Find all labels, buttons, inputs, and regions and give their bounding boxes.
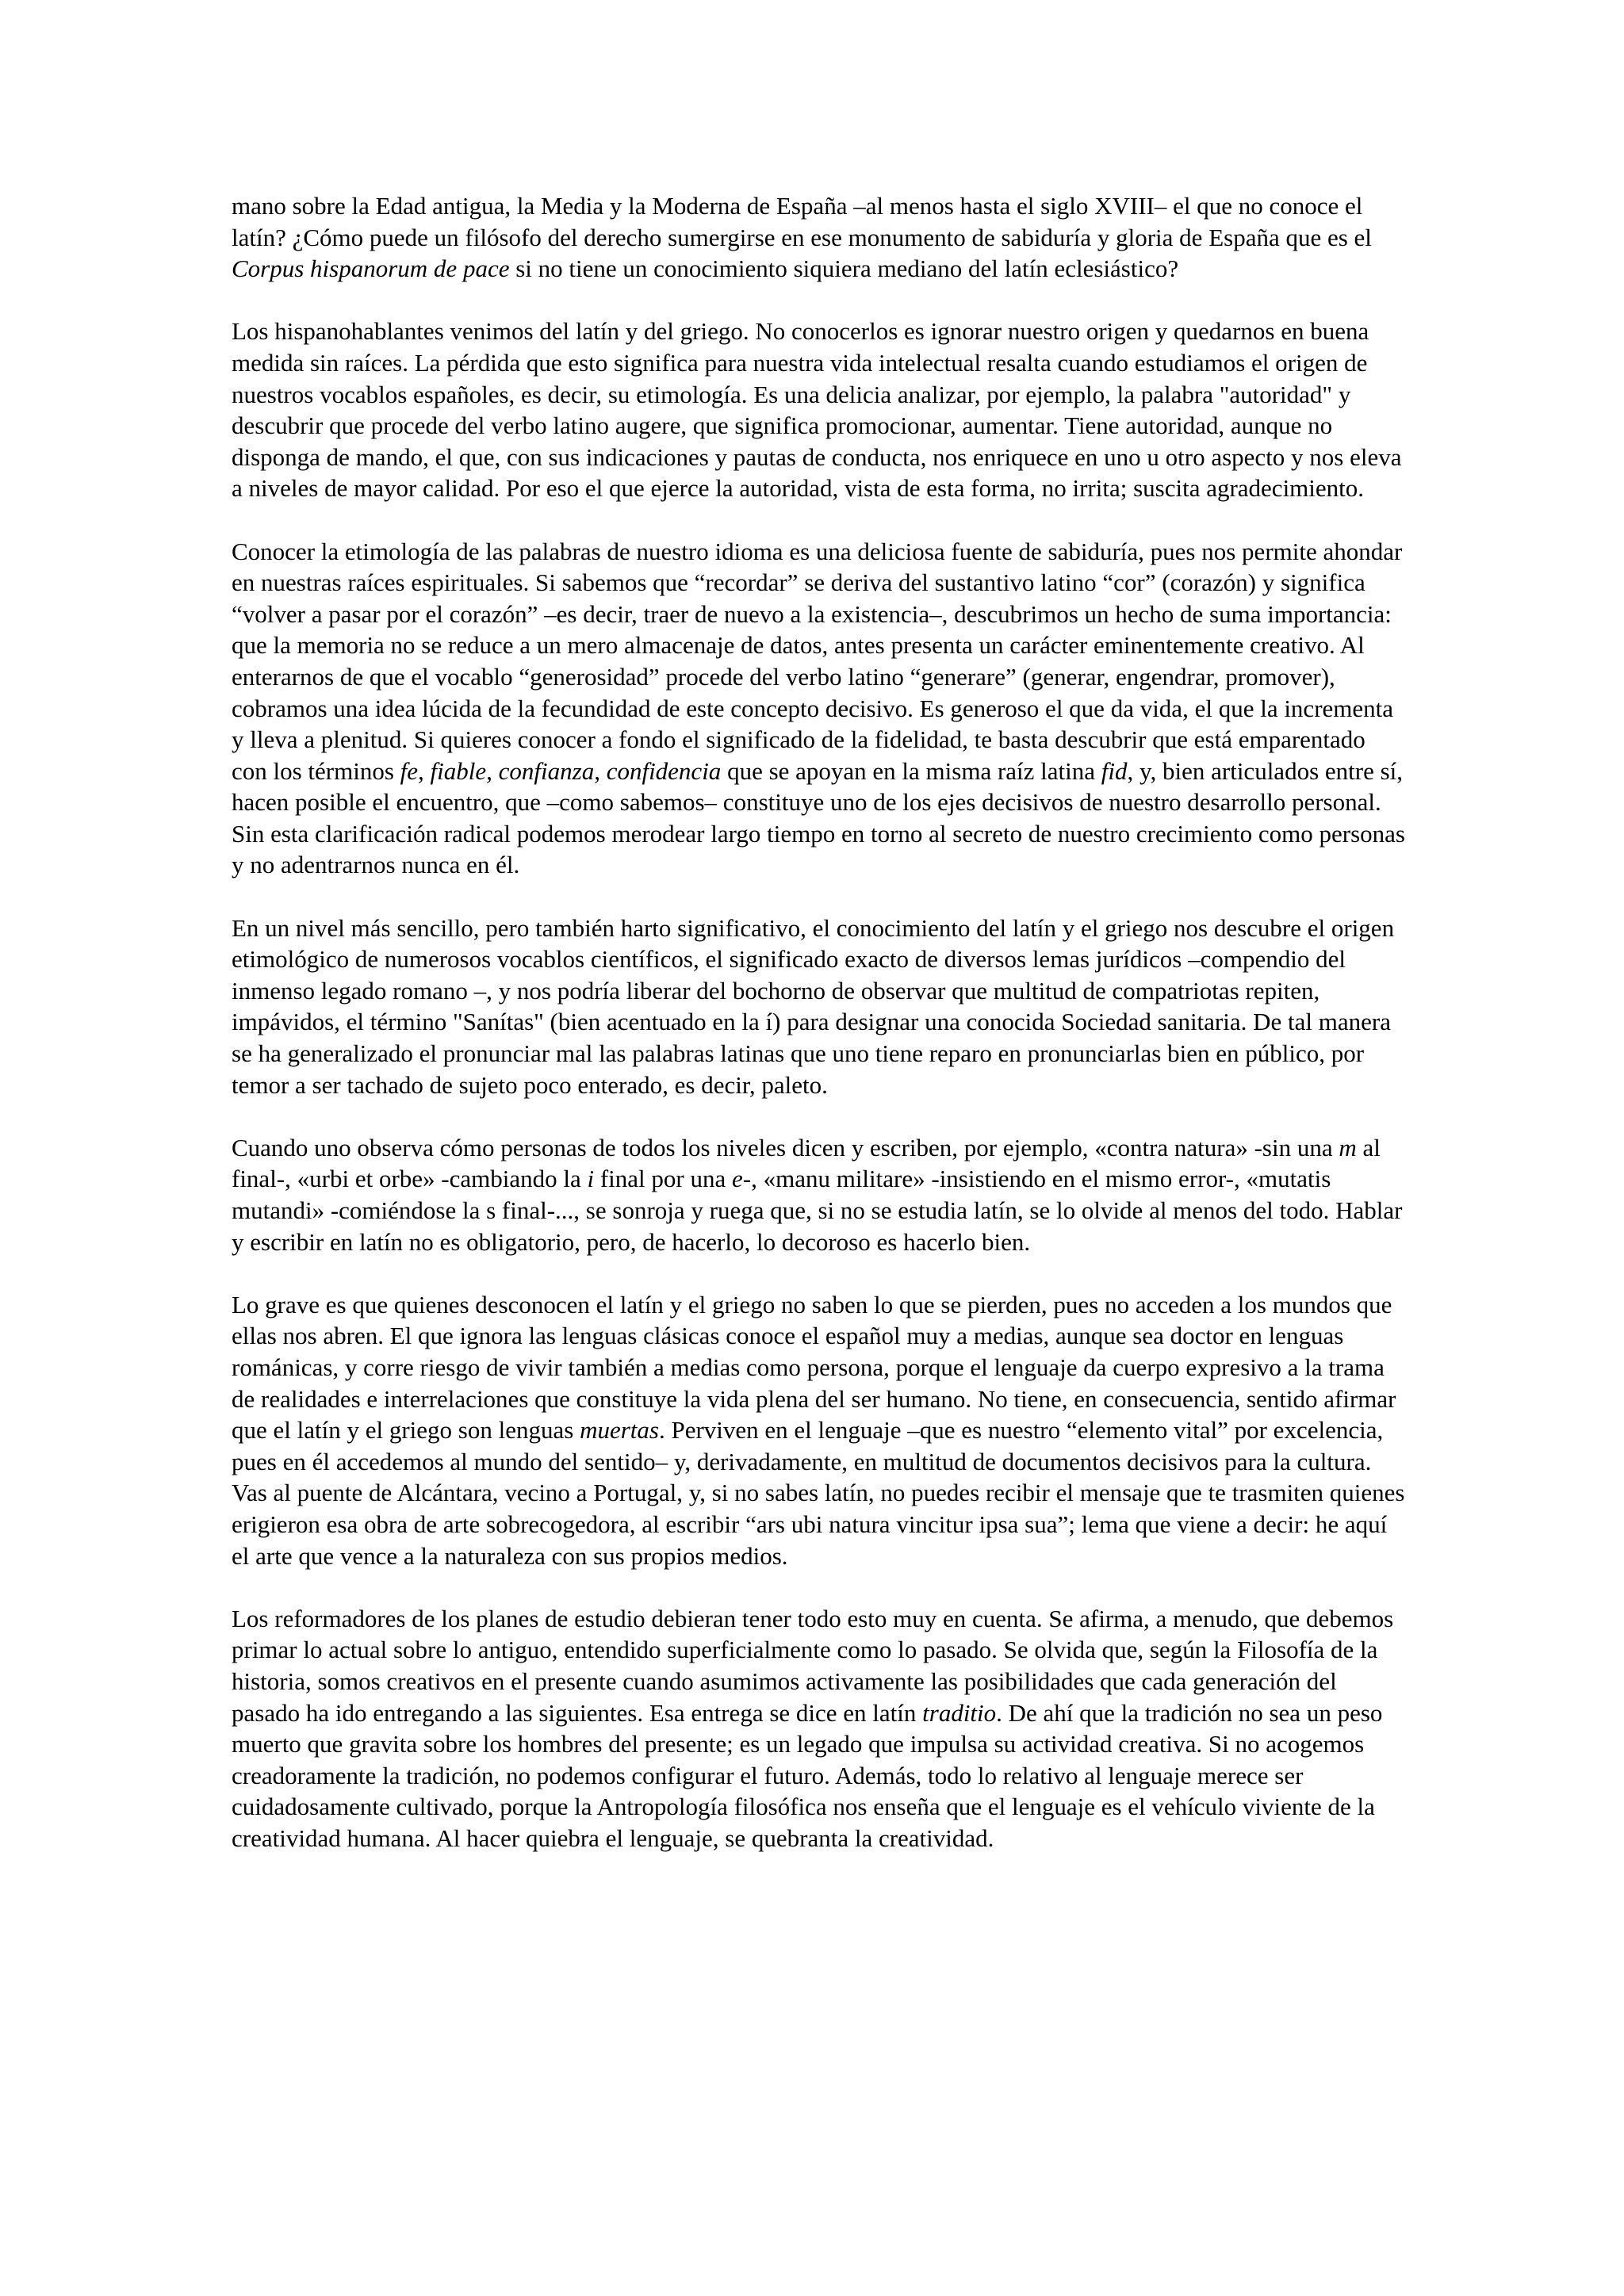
italic-text: muertas — [580, 1416, 659, 1445]
italic-text: i — [587, 1165, 595, 1193]
document-body — [232, 190, 1411, 1854]
paragraph-text: Los hispanohablantes venimos del latín y del griego. No conocerlos es ignorar nuestro origen y quedarnos en buena medida sin raíces. La pérdida que esto significa para nuestra vida intelectual resalta cuando estudiamos el origen de nuestros vocablos españoles, es decir, su etimología. Es una delicia analizar, por ejemplo, la palabra "autoridad" y descubrir que procede del verbo latino augere, que significa promocionar, aumentar. Tiene autoridad, aunque no disponga de mando, el que, con sus indicaciones y pautas de conducta, nos enriquece en uno u otro aspecto y nos eleva a niveles de mayor calidad. Por eso el que ejerce la autoridad, vista de esta forma, no irrita; suscita agradecimiento. — [232, 317, 1408, 503]
paragraph-text: -, «manu militare» -insistiendo en el mismo error-, «mutatis mutandi» -comiéndose la s final-..., se sonroja y ruega que, si no se estudia latín, se lo olvide al menos del todo. Hablar y escribir en latín no es obligatorio, pero, de hacerlo, lo decoroso es hacerlo bien. — [232, 1165, 1409, 1256]
paragraph — [232, 913, 1405, 1101]
italic-text: Corpus hispanorum de pace — [232, 254, 510, 283]
paragraph-text: final por una — [594, 1165, 732, 1193]
paragraph-text: que se apoyan en la misma raíz latina — [721, 756, 1101, 785]
paragraph-text: En un nivel más sencillo, pero también harto significativo, el conocimiento del latín y el griego nos descubre el origen etimológico de numerosos vocablos científicos, el significado exacto de diversos lemas jurídicos –compendio del inmenso legado romano –, y nos podría liberar del bochorno de observar que multitud de compatriotas repiten, impávidos, el término "Sanítas" (bien acentuado en la í) para designar una conocida Sociedad sanitaria. De tal manera se ha generalizado el pronunciar mal las palabras latinas que uno tiene reparo en pronunciarlas bien en público, por temor a ser tachado de sujeto poco enterado, es decir, paleto. — [232, 913, 1400, 1099]
paragraph — [232, 536, 1411, 882]
italic-text: m — [1339, 1133, 1357, 1161]
paragraph — [232, 190, 1405, 285]
paragraph-text: mano sobre la Edad antigua, la Media y la Moderna de España –al menos hasta el siglo XVIII– el que no conoce el latín? ¿Cómo puede un filósofo del derecho sumergirse en ese monumento de sabiduría y gloria de España que es el — [232, 192, 1378, 251]
paragraph — [232, 316, 1408, 504]
paragraph-text: . Perviven en el lenguaje –que es nuestro “elemento vital” por excelencia, pues en él accedemos al mundo del sentido– y, derivadamente, en multitud de documentos decisivos para la cultura. Vas al puente de Alcántara, vecino a Portugal, y, si no sabes latín, no puedes recibir el mensaje que te trasmiten quienes erigieron esa obra de arte sobrecogedora, al escribir “ars ubi natura vincitur ipsa sua”; lema que viene a decir: he aquí el arte que vence a la naturaleza con sus propios medios. — [232, 1416, 1411, 1570]
paragraph-text: Los reformadores de los planes de estudio debieran tener todo esto muy en cuenta. Se afirma, a menudo, que debemos primar lo actual sobre lo antiguo, entendido superficialmente como lo pasado. Se olvida que, según la Filosofía de la historia, somos creativos en el presente cuando asumimos activamente las posibilidades que cada generación del pasado ha ido entregando a las siguientes. Esa entrega se dice en latín — [232, 1604, 1400, 1727]
paragraph — [232, 1603, 1405, 1854]
paragraph-text: si no tiene un conocimiento siquiera mediano del latín eclesiástico? — [509, 254, 1179, 283]
paragraph-text: Lo grave es que quienes desconocen el latín y el griego no saben lo que se pierden, pues no acceden a los mundos que ellas nos abren. El que ignora las lenguas clásicas conoce el español muy a medias, aunque sea doctor en lenguas románicas, y corre riesgo de vivir también a medias como persona, porque el lenguaje da cuerpo expresivo a la trama de realidades e interrelaciones que constituye la vida plena del ser humano. No tiene, en consecuencia, sentido afirmar que el latín y el griego son lenguas — [232, 1290, 1403, 1445]
italic-text: e — [732, 1165, 743, 1193]
paragraph — [232, 1132, 1409, 1257]
paragraph — [232, 1289, 1411, 1571]
italic-text: fid — [1101, 756, 1128, 785]
italic-text: traditio — [922, 1698, 997, 1727]
italic-text: fe, fiable, confianza, confidencia — [400, 756, 722, 785]
paragraph-text: . De ahí que la tradición no sea un peso muerto que gravita sobre los hombres del presente; es un legado que impulsa su actividad creativa. Si no acogemos creadoramente la tradición, no podemos configurar el futuro. Además, todo lo relativo al lenguaje merece ser cuidadosamente cultivado, porque la Antropología filosófica nos enseña que el lenguaje es el vehículo viviente de la creatividad humana. Al hacer quiebra el lenguaje, se quebranta la creatividad. — [232, 1698, 1389, 1852]
paragraph-text: al final-, «urbi et orbe» -cambiando la — [232, 1133, 1387, 1193]
paragraph-text: Conocer la etimología de las palabras de nuestro idioma es una deliciosa fuente de sabiduría, pues nos permite ahondar en nuestras raíces espirituales. Si sabemos que “recordar” se deriva del sustantivo latino “cor” (corazón) y significa “volver a pasar por el corazón” –es decir, traer de nuevo a la existencia–, descubrimos un hecho de suma importancia: que la memoria no se reduce a un mero almacenaje de datos, antes presenta un carácter eminentemente creativo. Al enterarnos de que el vocablo “generosidad” procede del verbo latino “generare” (generar, engendrar, promover), cobramos una idea lúcida de la fecundidad de este concepto decisivo. Es generoso el que da vida, el que la incrementa y lleva a plenitud. Si quieres conocer a fondo el significado de la fidelidad, te basta descubrir que está emparentado con los términos — [232, 537, 1409, 785]
paragraph-text: Cuando uno observa cómo personas de todos los niveles dicen y escriben, por ejemplo, «contra natura» -sin una — [232, 1133, 1339, 1161]
document-page — [232, 190, 1411, 1854]
paragraph-text: , y, bien articulados entre sí, hacen posible el encuentro, que –como sabemos– constituye uno de los ejes decisivos de nuestro desarrollo personal. Sin esta clarificación radical podemos merodear largo tiempo en torno al secreto de nuestro crecimiento como personas y no adentrarnos nunca en él. — [232, 756, 1411, 879]
